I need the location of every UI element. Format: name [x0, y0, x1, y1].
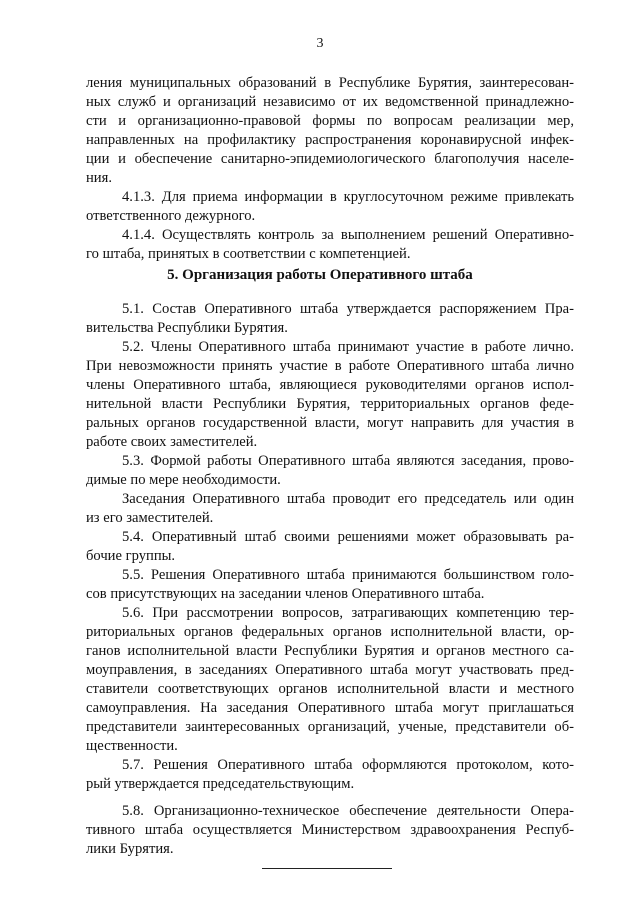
text-line: ления муниципальных образований в Республике Бурятия, заинтересован- [86, 75, 574, 91]
text-line: 5.2. Члены Оперативного штаба принимают участие в работе лично. [122, 339, 574, 355]
end-divider [262, 868, 392, 869]
text-line: ответственного дежурного. [86, 208, 256, 224]
text-line: риториальных органов федеральных органов исполнительной власти, ор- [86, 624, 574, 640]
text-line: представители заинтересованных организаций, ученые, представители об- [86, 719, 574, 735]
text-line: 5.5. Решения Оперативного штаба принимаются большинством голо- [122, 567, 574, 583]
text-line: 4.1.4. Осуществлять контроль за выполнением решений Оперативно- [122, 227, 574, 243]
text-line: сти и организационно-правовой формы по вопросам реализации мер, [86, 113, 574, 129]
text-line: го штаба, принятых в соответствии с компетенцией. [86, 246, 411, 262]
text-line: димые по мере необходимости. [86, 472, 281, 488]
text-line: тивного штаба осуществляется Министерством здравоохранения Респуб- [86, 822, 574, 838]
text-line: ния. [86, 170, 112, 186]
text-line: 4.1.3. Для приема информации в круглосуточном режиме привлекать [122, 189, 574, 205]
text-line: работе своих заместителей. [86, 434, 258, 450]
text-line: При невозможности принять участие в работе Оперативного штаба лично [86, 358, 574, 374]
text-line: ральных органов государственной власти, могут направить для участия в [86, 415, 574, 431]
text-line: ганов исполнительной власти Республики Бурятия и органов местного са- [86, 643, 574, 659]
page-number: 3 [316, 36, 324, 51]
text-line: 5.8. Организационно-техническое обеспечение деятельности Опера- [122, 803, 574, 819]
text-line: 5.4. Оперативный штаб своими решениями может образовывать ра- [122, 529, 574, 545]
text-line: члены Оперативного штаба, являющиеся руководителями органов испол- [86, 377, 574, 393]
text-line: Заседания Оперативного штаба проводит его председатель или один [122, 491, 574, 507]
text-line: направленных на профилактику распространения коронавирусной инфек- [86, 132, 574, 148]
text-line: бочие группы. [86, 548, 176, 564]
text-line: лики Бурятия. [86, 841, 174, 857]
text-line: нительной власти Республики Бурятия, территориальных органов феде- [86, 396, 574, 412]
text-line: ции и обеспечение санитарно-эпидемиологического благополучия населе- [86, 151, 574, 167]
text-line: 5.3. Формой работы Оперативного штаба являются заседания, прово- [122, 453, 574, 469]
text-line: рый утверждается председательствующим. [86, 776, 355, 792]
text-line: щественности. [86, 738, 178, 754]
text-line: 5.1. Состав Оперативного штаба утверждается распоряжением Пра- [122, 301, 574, 317]
text-line: вительства Республики Бурятия. [86, 320, 288, 336]
text-line: сов присутствующих на заседании членов Оперативного штаба. [86, 586, 485, 602]
text-line: ных служб и организаций независимо от их ведомственной принадлежно- [86, 94, 574, 110]
text-line: 5.7. Решения Оперативного штаба оформляются протоколом, кото- [122, 757, 574, 773]
text-line: самоуправления. На заседания Оперативного штаба могут приглашаться [86, 700, 574, 716]
section-heading: 5. Организация работы Оперативного штаба [167, 267, 473, 283]
text-line: ставители соответствующих органов исполнительной власти и местного [86, 681, 574, 697]
text-line: 5.6. При рассмотрении вопросов, затрагивающих компетенцию тер- [122, 605, 574, 621]
text-line: моуправления, в заседаниях Оперативного штаба могут участвовать пред- [86, 662, 574, 678]
text-line: из его заместителей. [86, 510, 214, 526]
